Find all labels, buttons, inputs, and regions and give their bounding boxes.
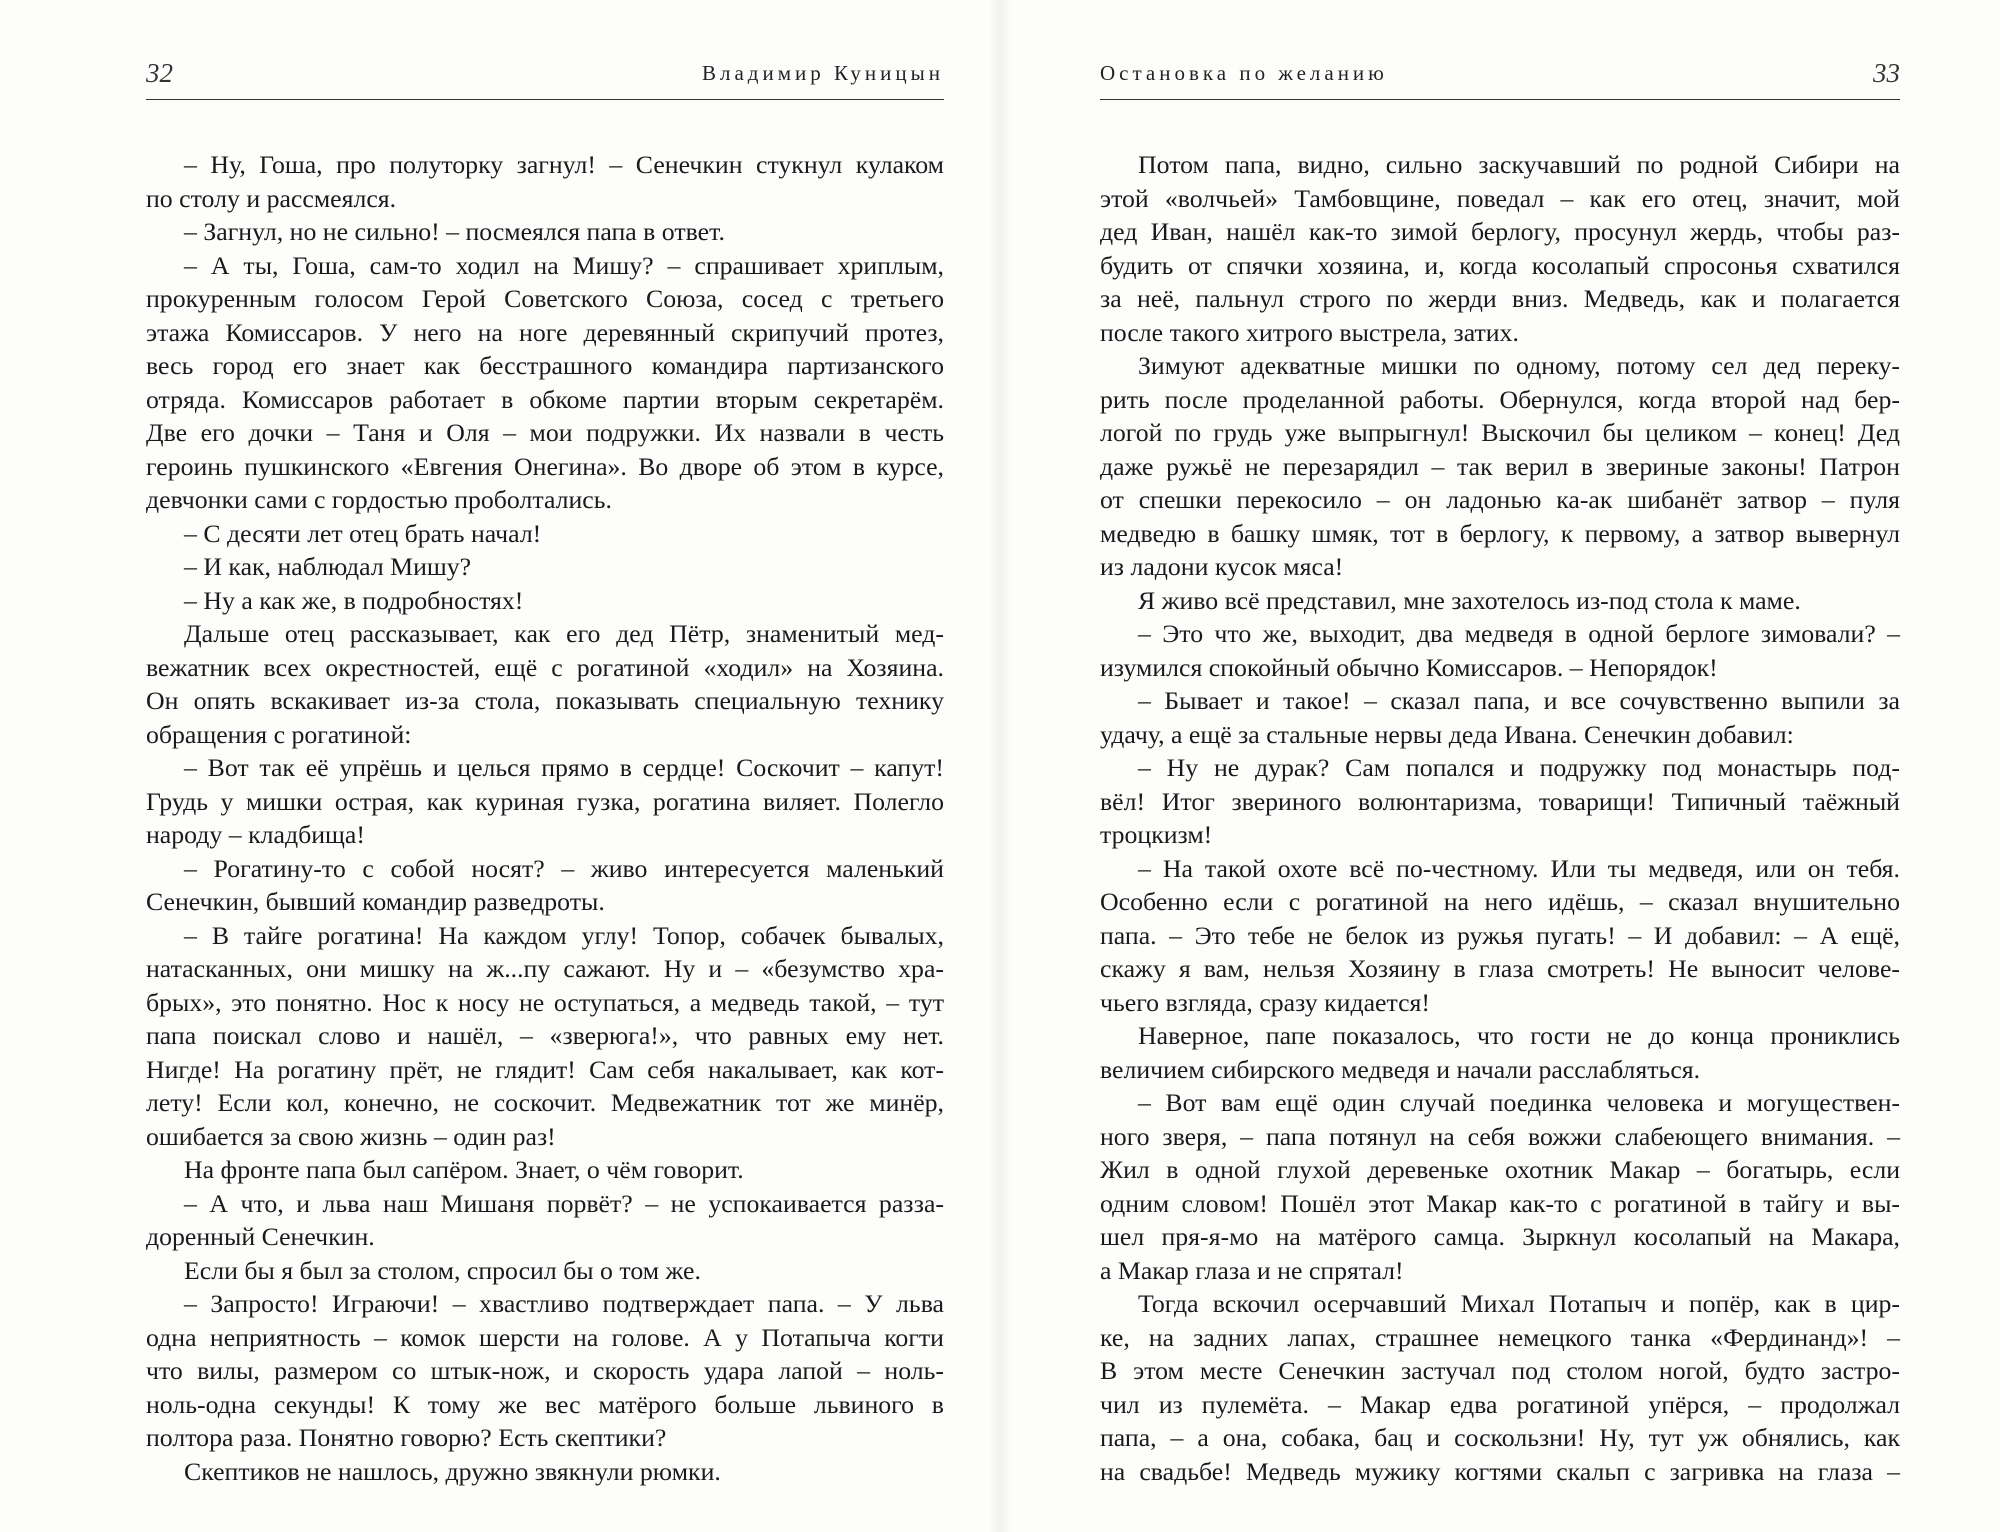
text-line: ного зверя, – папа потянул на себя вожжи слабеющего внимания. – — [1100, 1121, 1900, 1151]
text-line: Если бы я был за столом, спросил бы о том же. — [184, 1255, 701, 1285]
text-line: героинь пушкинского «Евгения Онегина». Во дворе об этом в курсе, — [146, 451, 944, 481]
text-line: прокуренным голосом Герой Советского Союза, сосед с третьего — [146, 284, 944, 313]
text-line: Дальше отец рассказывает, как его дед Пётр, знаменитый мед- — [184, 619, 944, 648]
text-line: брых», это понятно. Нос к носу не оступаться, а медведь такой, – тут — [146, 987, 944, 1017]
text-line: – Рогатину-то с собой носят? – живо интересуется маленький — [184, 853, 944, 883]
text-line: изумился спокойный обычно Комиссаров. – Непорядок! — [1100, 652, 1718, 682]
text-line: Он опять вскакивает из-за стола, показывать специальную технику — [146, 686, 944, 715]
text-line: В этом месте Сенечкин застучал под столом ногой, будто застро- — [1100, 1356, 1900, 1385]
text-line: вёл! Итог звериного волюнтаризма, товарищи! Типичный таёжный — [1100, 786, 1900, 816]
text-line: – На такой охоте всё по-честному. Или ты медведя, или он тебя. — [1138, 853, 1900, 883]
text-line: весь город его знает как бесстрашного командира партизанского — [146, 351, 944, 380]
text-line: Зимуют адекватные мишки по одному, потому сел дед переку- — [1138, 351, 1900, 380]
text-line: – Ну не дурак? Сам попался и подружку под монастырь под- — [1138, 753, 1900, 782]
text-line: Грудь у мишки острая, как куриная гузка, рогатина виляет. Полегло — [146, 786, 944, 816]
text-line: из ладони кусок мяса! — [1100, 552, 1344, 581]
text-line: от спешки перекосило – он ладонью ка-ак шибанёт затвор – пуля — [1100, 485, 1900, 514]
text-line: Тогда вскочил осерчавший Михал Потапыч и попёр, как в цир- — [1138, 1289, 1900, 1318]
text-line: шел пря-я-мо на матёрого самца. Зыркнул косолапый на Макара, — [1100, 1222, 1900, 1251]
text-line: папа поискал слово и нашёл, – «зверюга!», что равных ему нет. — [146, 1021, 944, 1050]
text-line: скажу я вам, нельзя Хозяину в глаза смотреть! Не выносит челове- — [1100, 954, 1900, 983]
text-line: – Ну, Гоша, про полуторку загнул! – Сенечкин стукнул кулаком — [184, 150, 944, 179]
left-running-title: Владимир Куницын — [702, 61, 944, 85]
left-header-rule — [146, 99, 944, 100]
text-line: ошибается за свою жизнь – один раз! — [146, 1121, 556, 1151]
text-line: – Вот так её упрёшь и целься прямо в сердце! Соскочит – капут! — [184, 753, 944, 782]
text-line: одна неприятность – комок шерсти на голове. А у Потапыча когти — [146, 1322, 944, 1352]
right-running-head — [1100, 58, 1900, 98]
text-line: что вилы, размером со штык-нож, и скорость удара лапой – ноль- — [146, 1356, 944, 1385]
text-line: рить после проделанной работы. Обернулся, когда второй над бер- — [1100, 384, 1900, 414]
text-line: – Это что же, выходит, два медведя в одной берлоге зимовали? – — [1138, 619, 1900, 648]
text-line: Нигде! На рогатину прёт, не глядит! Сам себя накалывает, как кот- — [146, 1054, 944, 1084]
text-line: Я живо всё представил, мне захотелось из-под стола к маме. — [1138, 585, 1801, 615]
text-line: ке, на задних лапах, страшнее немецкого танка «Фердинанд»! – — [1100, 1322, 1900, 1352]
text-line: – Бывает и такое! – сказал папа, и все сочувственно выпили за — [1138, 686, 1900, 715]
right-page-body — [1100, 148, 1900, 1488]
text-line: – Запросто! Играючи! – хвастливо подтверждает папа. – У льва — [184, 1289, 944, 1318]
text-line: Скептиков не нашлось, дружно звякнули рюмки. — [184, 1456, 721, 1486]
text-line: доренный Сенечкин. — [146, 1222, 375, 1251]
left-page-number: 32 — [146, 58, 173, 88]
text-line: медведю в башку шмяк, тот в берлогу, к первому, а затвор вывернул — [1100, 518, 1900, 548]
text-line: девчонки сами с гордостью проболтались. — [146, 485, 612, 514]
text-line: троцкизм! — [1100, 820, 1213, 849]
text-line: чил из пулемёта. – Макар едва рогатиной упёрся, – продолжал — [1100, 1389, 1900, 1419]
text-line: удачу, а ещё за стальные нервы деда Ивана. Сенечкин добавил: — [1100, 719, 1794, 749]
text-line: Жил в одной глухой деревеньке охотник Макар – богатырь, если — [1100, 1155, 1900, 1184]
text-line: – Загнул, но не сильно! – посмеялся папа в ответ. — [184, 217, 725, 246]
text-line: этажа Комиссаров. У него на ноге деревянный скрипучий протез, — [146, 317, 944, 347]
text-line: дед Иван, нашёл как-то зимой берлогу, просунул жердь, чтобы раз- — [1100, 217, 1900, 246]
text-line: Две его дочки – Таня и Оля – мои подружки. Их назвали в честь — [146, 418, 944, 447]
text-line: папа, – а она, собака, бац и соскользни! Ну, тут уж обнялись, как — [1100, 1423, 1900, 1452]
text-line: за неё, пальнул строго по жерди вниз. Медведь, как и полагается — [1100, 284, 1900, 313]
text-line: – Ну а как же, в подробностях! — [184, 585, 524, 615]
text-line: – А ты, Гоша, сам-то ходил на Мишу? – спрашивает хриплым, — [184, 250, 944, 280]
text-line: после такого хитрого выстрела, затих. — [1100, 317, 1519, 347]
text-line: отряда. Комиссаров работает в обкоме партии вторым секретарём. — [146, 384, 944, 414]
right-header-rule — [1100, 99, 1900, 100]
text-line: будить от спячки хозяина, и, когда косолапый спросонья схватился — [1100, 250, 1900, 280]
text-line: – В тайге рогатина! На каждом углу! Топор, собачек бывалых, — [184, 920, 944, 950]
text-line: папа. – Это тебе не белок из ружья пугать! – И добавил: – А ещё, — [1100, 920, 1900, 950]
text-line: ноль-одна секунды! К тому же вес матёрого больше львиного в — [146, 1389, 944, 1419]
text-line: одним словом! Пошёл этот Макар как-то с рогатиной в тайгу и вы- — [1100, 1188, 1900, 1218]
right-page — [1000, 0, 2000, 1532]
text-line: – С десяти лет отец брать начал! — [184, 518, 542, 548]
text-line: даже ружьё не перезарядил – так верил в звериные законы! Патрон — [1100, 451, 1900, 481]
text-line: этой «волчьей» Тамбовщине, поведал – как его отец, значит, мой — [1100, 183, 1900, 213]
text-line: полтора раза. Понятно говорю? Есть скептики? — [146, 1423, 667, 1452]
text-line: а Макар глаза и не спрятал! — [1100, 1255, 1404, 1285]
text-line: логой по грудь уже выпрыгнул! Выскочил бы целиком – конец! Дед — [1100, 418, 1900, 447]
text-line: по столу и рассмеялся. — [146, 183, 397, 213]
text-line: – А что, и льва наш Мишаня порвёт? – не успокаивается разза- — [184, 1188, 944, 1218]
text-line: величием сибирского медведя и начали расслабляться. — [1100, 1054, 1701, 1084]
text-line: народу – кладбища! — [146, 820, 365, 849]
text-line: натасканных, они мишку на ж...пу сажают. Ну и – «безумство хра- — [146, 954, 944, 983]
text-line: На фронте папа был сапёром. Знает, о чём говорит. — [184, 1155, 744, 1184]
text-line: лету! Если кол, конечно, не соскочит. Медвежатник тот же минёр, — [146, 1088, 944, 1117]
left-running-head — [146, 58, 944, 98]
text-line: Сенечкин, бывший командир разведроты. — [146, 887, 605, 916]
right-running-title: Остановка по желанию — [1100, 61, 1388, 85]
text-line: Потом папа, видно, сильно заскучавший по родной Сибири на — [1138, 150, 1900, 179]
left-page-body — [146, 148, 944, 1488]
text-line: – И как, наблюдал Мишу? — [184, 552, 472, 581]
text-line: вежатник всех окрестностей, ещё с рогатиной «ходил» на Хозяина. — [146, 652, 944, 682]
right-page-number: 33 — [1873, 58, 1900, 88]
text-line: Особенно если с рогатиной на него идёшь, – сказал внушительно — [1100, 887, 1900, 916]
text-line: – Вот вам ещё один случай поединка человека и могуществен- — [1138, 1088, 1900, 1117]
text-line: на свадьбе! Медведь мужику когтями скальп с загривка на глаза – — [1100, 1456, 1900, 1486]
text-line: обращения с рогатиной: — [146, 719, 412, 749]
text-line: чьего взгляда, сразу кидается! — [1100, 987, 1430, 1017]
text-line: Наверное, папе показалось, что гости не до конца прониклись — [1138, 1021, 1900, 1050]
